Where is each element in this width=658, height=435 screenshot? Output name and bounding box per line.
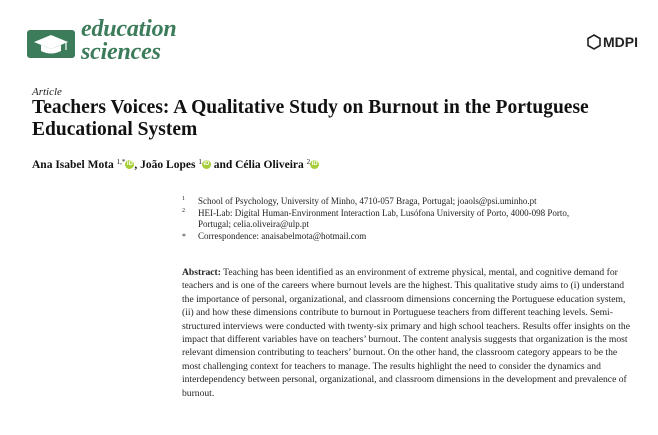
orcid-icon[interactable]: iD — [203, 160, 210, 167]
journal-name-line2: sciences — [81, 39, 161, 65]
orcid-icon[interactable]: iD — [126, 160, 133, 167]
affiliation-item — [182, 196, 602, 208]
orcid-icon[interactable]: iD — [311, 160, 318, 167]
author-name: Ana Isabel Mota — [32, 159, 114, 171]
abstract-text: Teaching has been identified as an environment of extreme physical, mental, and cognitive demand for teachers and is one of the careers where burnout levels are the highest. This qualitative study aims to (i) understand the importance of personal, organizational, and classroom dimensions concerning the Portuguese education system, (ii) and how these dimensions contribute to burnout in Portuguese teachers from different teaching levels. Semi-structured interviews were conducted with twenty-six primary and high school teachers. Results offer insights on the impact that different variables have on teachers’ burnout. The content analysis suggests that organization is the most relevant dimension contributing to teachers’ burnout. On the other hand, the classroom category appears to be the most challenging context for teachers to manage. The results highlight the need to consider the dynamics and interdependency between personal, organizational, and classroom dimensions in the development and prevalence of burnout. — [182, 267, 630, 399]
graduation-cap-icon — [27, 30, 75, 58]
author-name: João Lopes — [140, 159, 196, 171]
paper-title: Teachers Voices: A Qualitative Study on Burnout in the Portuguese Educational System — [32, 97, 589, 140]
author-name: Célia Oliveira — [235, 159, 304, 171]
correspondence-mark: * — [182, 231, 186, 241]
affiliation-item — [182, 208, 602, 231]
publisher-name: MDPI — [603, 34, 638, 50]
journal-name — [81, 18, 177, 64]
publisher-logo[interactable] — [587, 28, 638, 56]
author-list — [32, 159, 319, 171]
author-affiliation-mark: 2 — [306, 158, 311, 166]
affiliation-text: HEI-Lab: Digital Human-Environment Interaction Lab, Lusófona University of Porto, 4000-098 Porto, Portugal; celia.oliveira@ulp.pt — [198, 207, 570, 229]
affiliation-mark: 1 — [182, 196, 185, 202]
author-separator: , — [134, 159, 141, 171]
journal-name-line1: education — [81, 16, 177, 42]
author-affiliation-mark: 1,* — [116, 158, 126, 166]
affiliations — [182, 196, 602, 242]
journal-logo[interactable] — [27, 12, 197, 67]
affiliation-text: School of Psychology, University of Minho, 4710-057 Braga, Portugal; joaols@psi.uminho.pt — [198, 196, 537, 206]
abstract — [182, 266, 632, 400]
author-conjunction: and — [210, 159, 236, 171]
affiliation-mark: 2 — [182, 207, 185, 214]
correspondence-item — [182, 231, 602, 243]
correspondence-text: Correspondence: anaisabelmota@hotmail.com — [198, 230, 367, 241]
author-affiliation-mark: 1 — [198, 158, 202, 166]
mdpi-hexagon-icon — [587, 34, 601, 50]
abstract-label: Abstract: — [182, 267, 221, 278]
article-type: Article — [32, 86, 62, 98]
